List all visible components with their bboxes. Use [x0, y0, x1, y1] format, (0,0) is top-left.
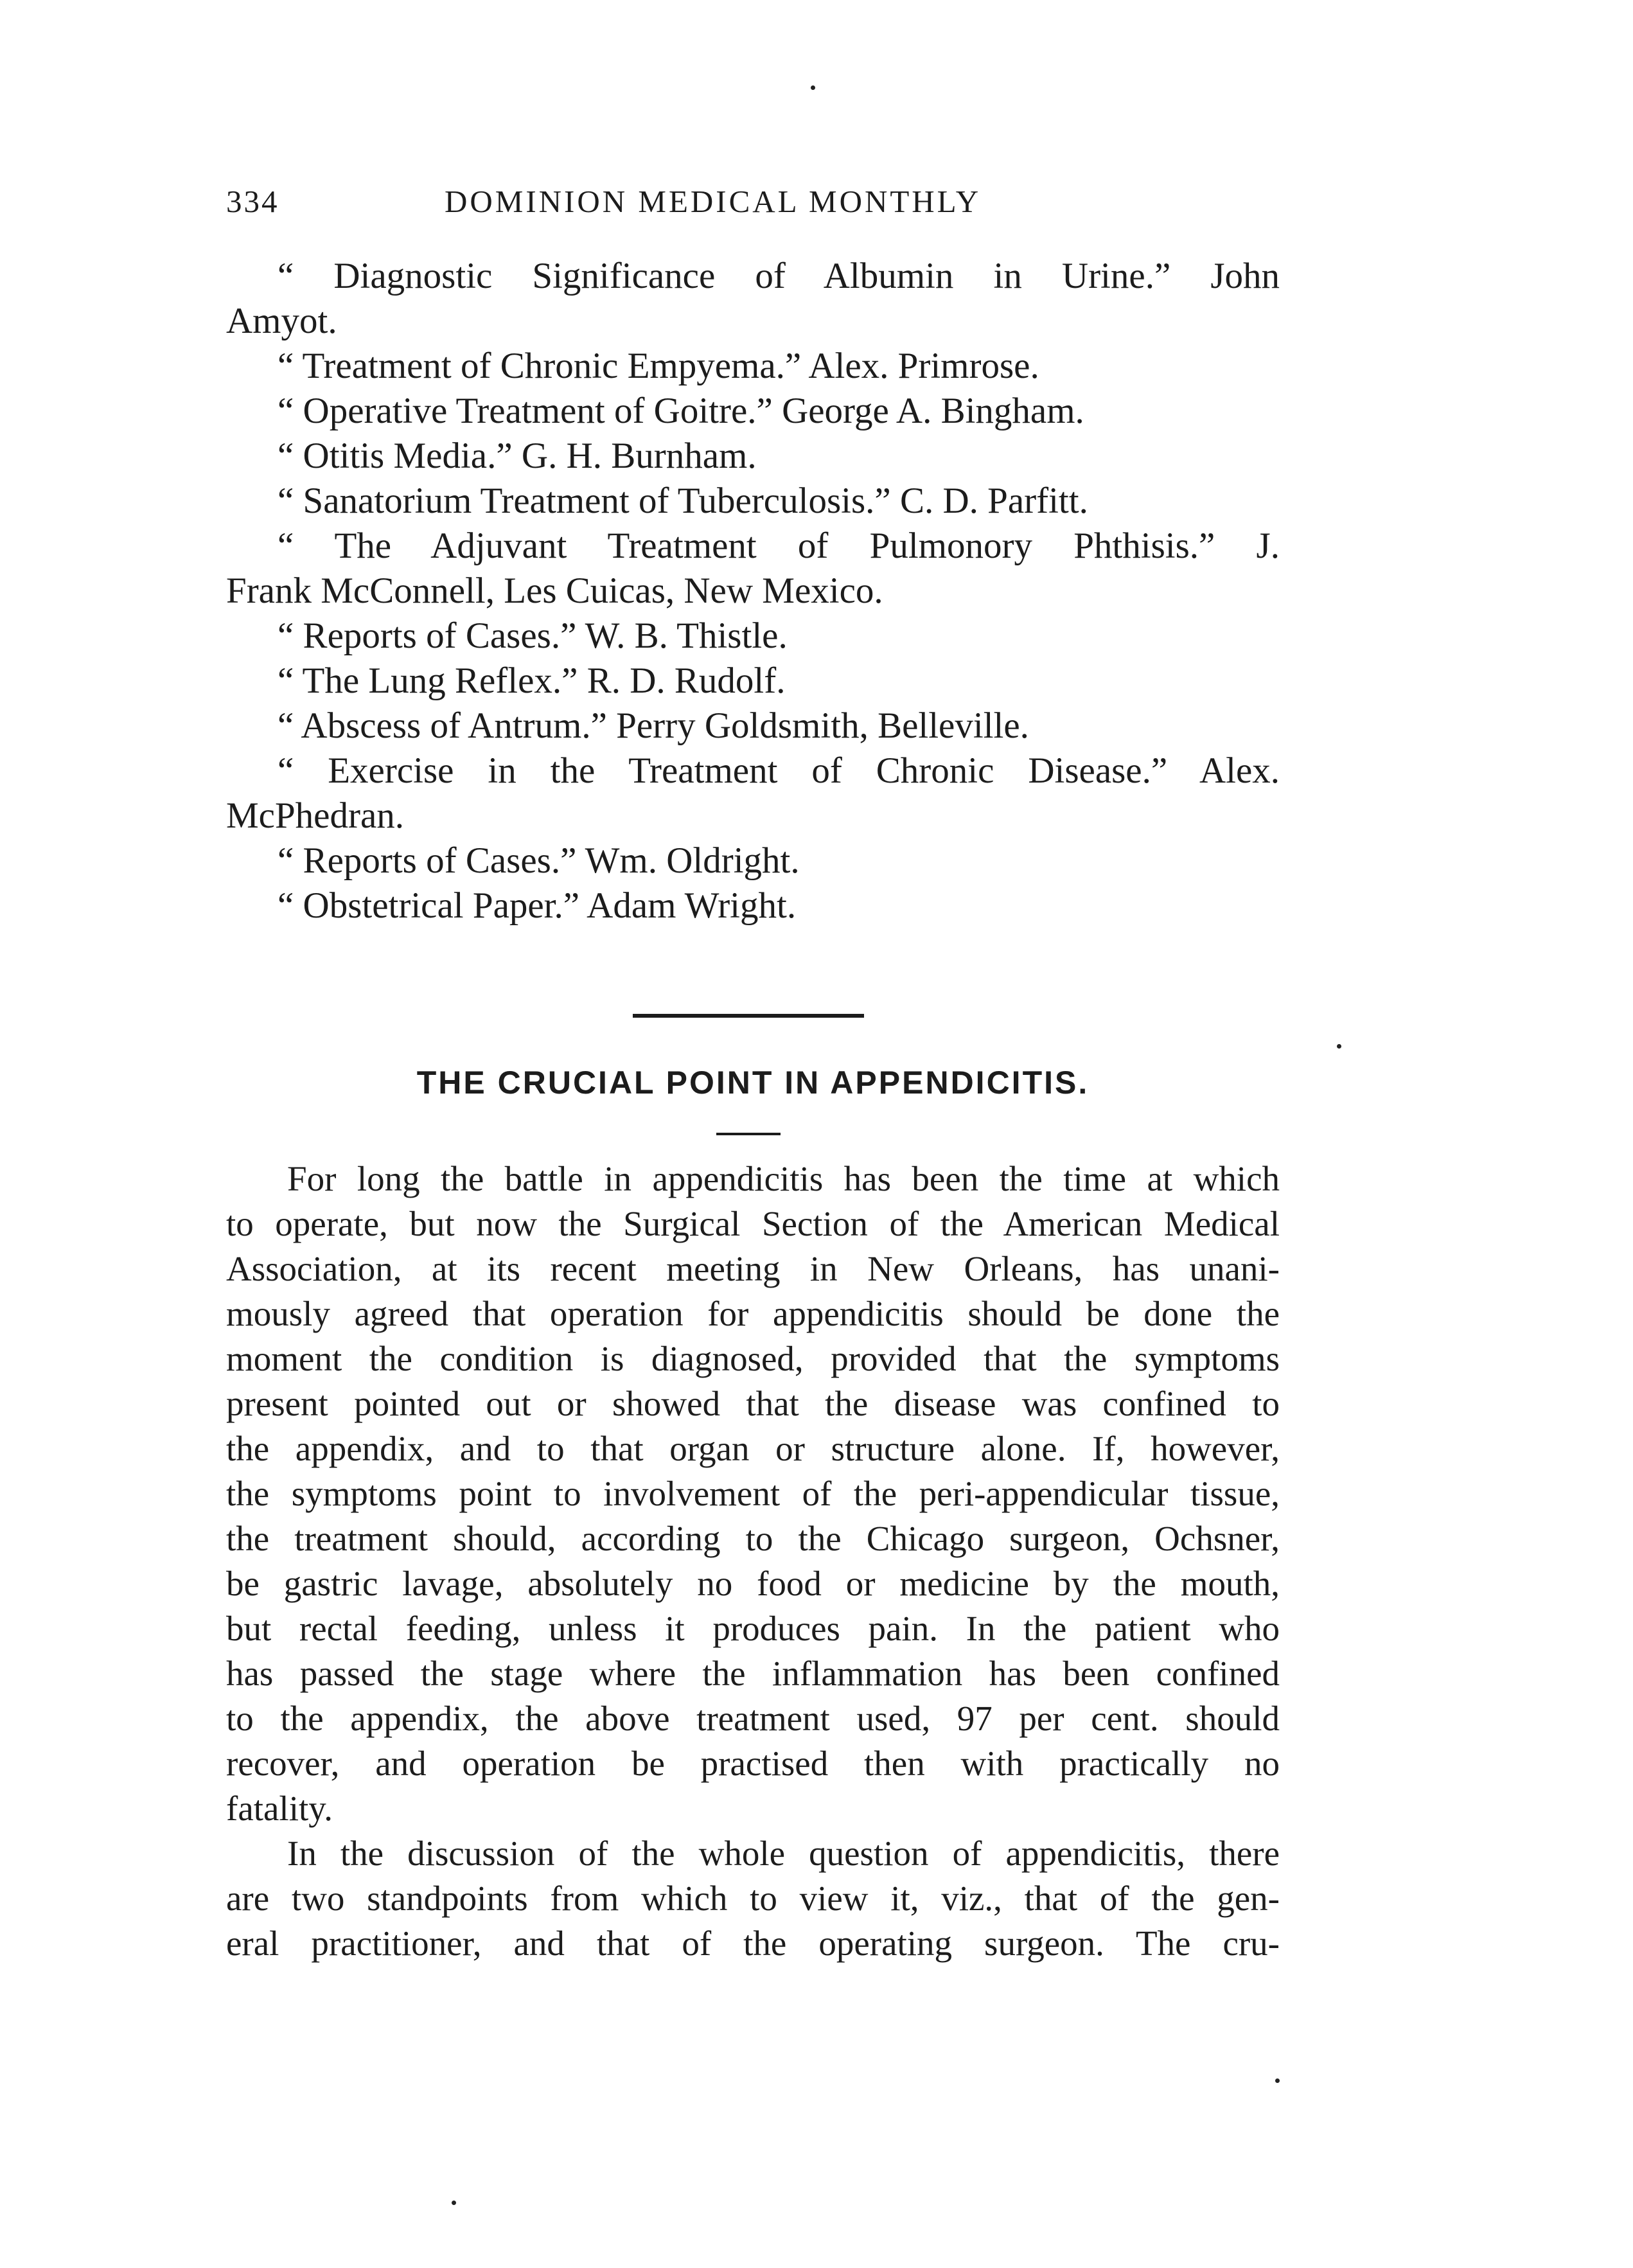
- paper-entry: “ Treatment of Chronic Empyema.” Alex. Primrose.: [278, 346, 1039, 386]
- article-body: [226, 1156, 1280, 1966]
- section-divider: [633, 1014, 864, 1018]
- paper-entry: “ The Lung Reflex.” R. D. Rudolf.: [278, 660, 786, 701]
- paper-entry-continuation: Amyot.: [226, 301, 337, 341]
- paper-entry: “ Sanatorium Treatment of Tuberculosis.” C. D. Parfitt.: [278, 481, 1088, 521]
- article-line: In the discussion of the whole question of appendicitis, there: [287, 1834, 1280, 1873]
- paper-entry: “ Exercise in the Treatment of Chronic Disease.” Alex.: [278, 750, 1280, 791]
- paper-entry: “ Diagnostic Significance of Albumin in Urine.” John: [278, 256, 1280, 296]
- scan-speck: [1337, 1044, 1341, 1049]
- article-line: mously agreed that operation for appendicitis should be done the: [226, 1294, 1280, 1333]
- paper-entry: “ Obstetrical Paper.” Adam Wright.: [278, 885, 797, 926]
- article-heading: THE CRUCIAL POINT IN APPENDICITIS.: [416, 1065, 1090, 1101]
- page-number: 334: [226, 184, 279, 219]
- article-line: present pointed out or showed that the disease was confined to: [226, 1384, 1280, 1423]
- article-line: the treatment should, according to the Chicago surgeon, Ochsner,: [226, 1519, 1280, 1558]
- paper-entry: “ The Adjuvant Treatment of Pulmonory Phthisis.” J.: [278, 526, 1280, 566]
- article-line: be gastric lavage, absolutely no food or medicine by the mouth,: [226, 1564, 1280, 1603]
- article-line: fatality.: [226, 1789, 333, 1828]
- paper-entry: “ Reports of Cases.” W. B. Thistle.: [278, 616, 788, 656]
- article-line: to the appendix, the above treatment used, 97 per cent. should: [226, 1699, 1280, 1738]
- paper-entry: “ Operative Treatment of Goitre.” George A. Bingham.: [278, 391, 1084, 431]
- running-title: DOMINION MEDICAL MONTHLY: [445, 184, 982, 219]
- heading-underline: [716, 1133, 781, 1135]
- paper-entry: “ Otitis Media.” G. H. Burnham.: [278, 436, 757, 476]
- scan-speck: [452, 2201, 456, 2205]
- paper-entry: “ Reports of Cases.” Wm. Oldright.: [278, 840, 800, 881]
- article-line: For long the battle in appendicitis has been the time at which: [287, 1159, 1280, 1198]
- article-line: but rectal feeding, unless it produces pain. In the patient who: [226, 1609, 1280, 1648]
- scan-speck: [1275, 2078, 1280, 2083]
- article-line: recover, and operation be practised then with practically no: [226, 1744, 1280, 1783]
- papers-list: [226, 254, 1280, 928]
- article-line: the symptoms point to involvement of the peri-appendicular tissue,: [226, 1474, 1280, 1513]
- article-line: moment the condition is diagnosed, provided that the symptoms: [226, 1339, 1280, 1378]
- scan-speck: [811, 85, 815, 90]
- paper-entry-continuation: Frank McConnell, Les Cuicas, New Mexico.: [226, 571, 883, 611]
- article-line: eral practitioner, and that of the operating surgeon. The cru-: [226, 1924, 1280, 1963]
- article-line: has passed the stage where the inflammation has been confined: [226, 1654, 1280, 1693]
- paper-entry-continuation: McPhedran.: [226, 795, 405, 836]
- article-line: the appendix, and to that organ or structure alone. If, however,: [226, 1429, 1280, 1468]
- page-header: [226, 183, 1280, 228]
- article-line: to operate, but now the Surgical Section of the American Medical: [226, 1204, 1280, 1243]
- article-line: are two standpoints from which to view it, viz., that of the gen-: [226, 1879, 1280, 1918]
- article-line: Association, at its recent meeting in New Orleans, has unani-: [226, 1249, 1280, 1288]
- paper-entry: “ Abscess of Antrum.” Perry Goldsmith, Belleville.: [278, 705, 1029, 746]
